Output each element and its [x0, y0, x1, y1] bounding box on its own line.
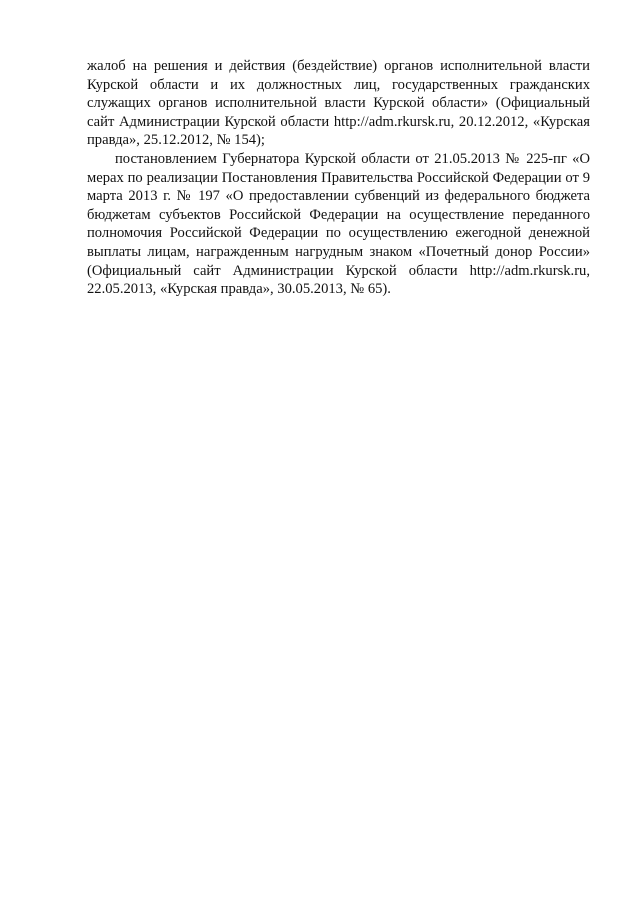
document-body	[87, 57, 590, 299]
paragraph-complaints-continuation: жалоб на решения и действия (бездействие) органов исполнительной власти Курской области и их должностных лиц, государственных гражданских служащих органов исполнительной власти Курской области» (Официальный сайт Администрации Курской области http://adm.rkursk.ru, 20.12.2012, «Курская правда», 25.12.2012, № 154);	[87, 58, 590, 149]
paragraph-governor-resolution: постановлением Губернатора Курской области от 21.05.2013 № 225-пг «О мерах по реализации Постановления Правительства Российской Федерации от 9 марта 2013 г. № 197 «О предоставлении субвенций из федерального бюджета бюджетам субъектов Российской Федерации на осуществление переданного полномочия Российской Федерации по осуществлению ежегодной денежной выплаты лицам, награжденным нагрудным знаком «Почетный донор России» (Официальный сайт Администрации Курской области http://adm.rkursk.ru, 22.05.2013, «Курская правда», 30.05.2013, № 65).	[87, 150, 590, 298]
